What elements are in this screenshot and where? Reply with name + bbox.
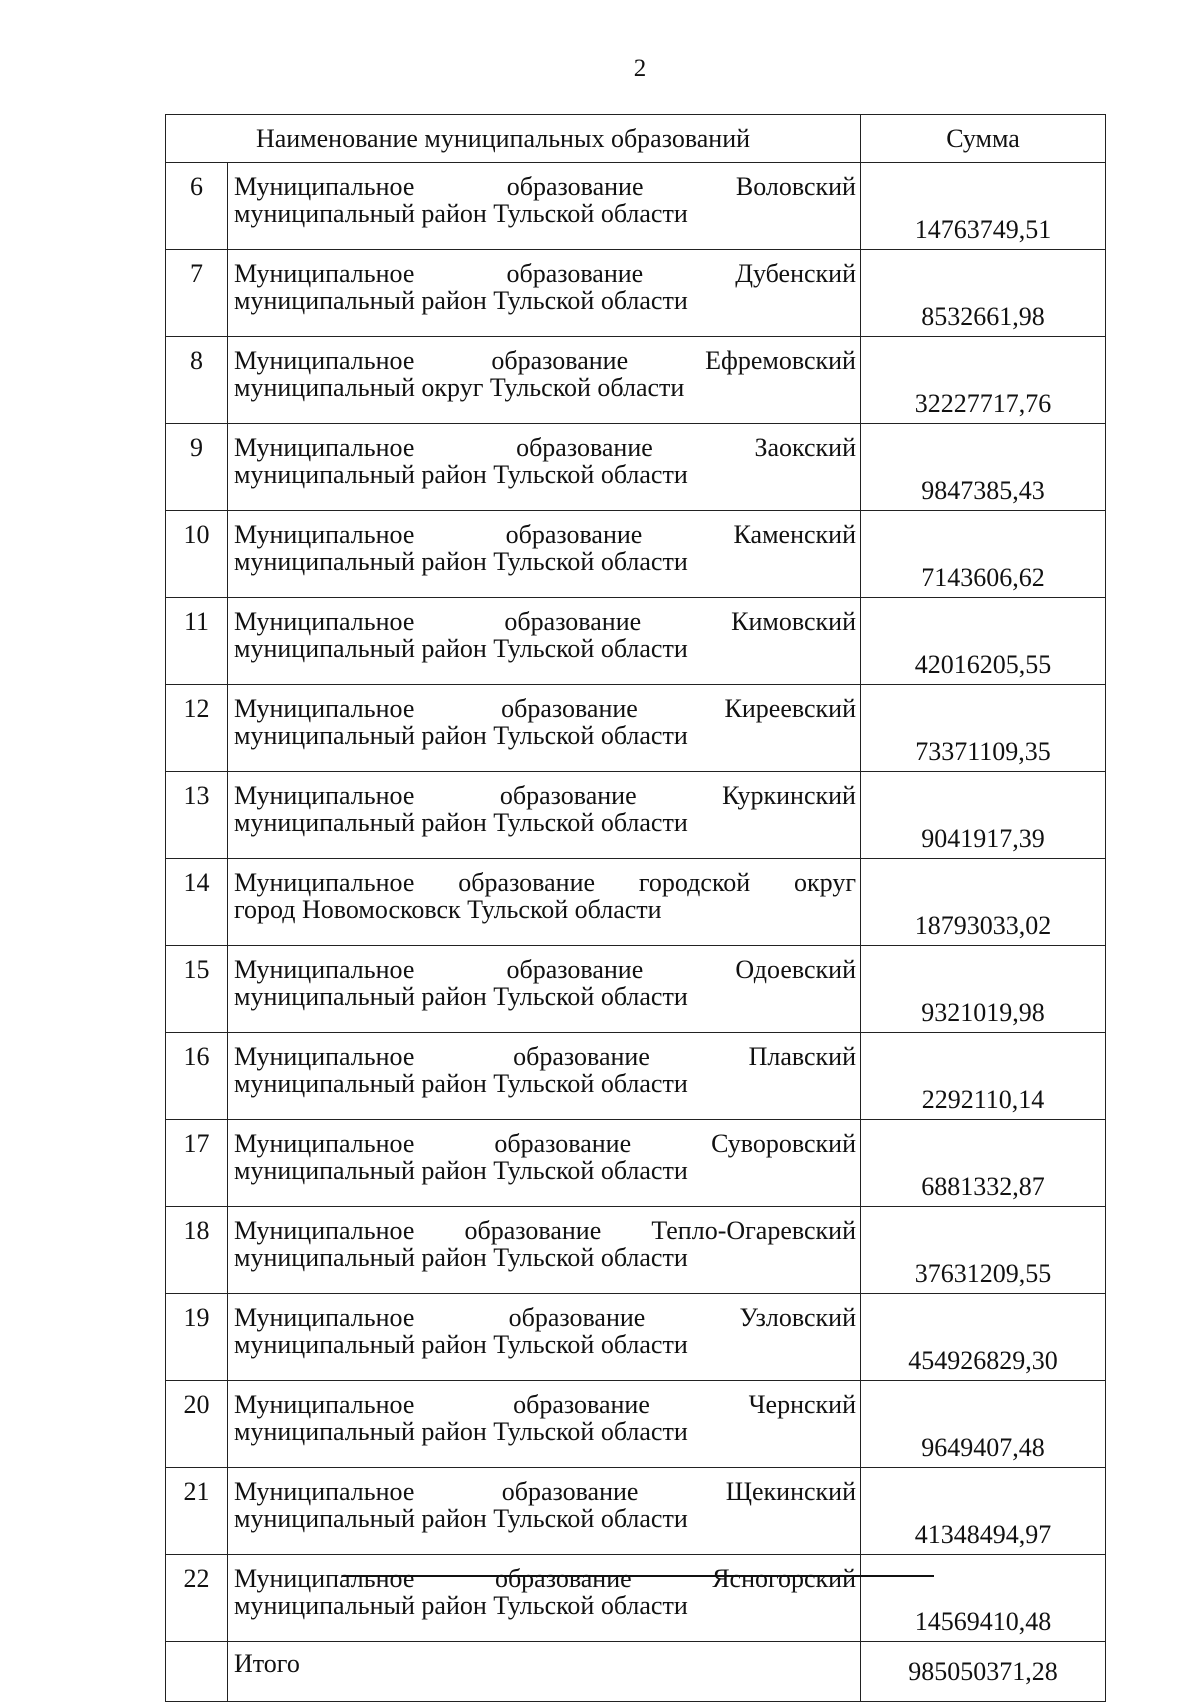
name-line-2: муниципальный район Тульской области xyxy=(234,1504,688,1533)
row-sum: 42016205,55 xyxy=(861,598,1106,685)
name-line-2: муниципальный район Тульской области xyxy=(234,547,688,576)
municipal-sums-table xyxy=(165,114,1106,1702)
name-word: образование xyxy=(499,781,637,810)
row-number: 9 xyxy=(166,424,228,511)
municipality-name xyxy=(228,1120,861,1207)
name-word: Муниципальное xyxy=(234,259,415,288)
name-line-2: муниципальный район Тульской области xyxy=(234,1069,688,1098)
name-word: Ясногорский xyxy=(712,1564,856,1593)
table-row xyxy=(166,946,1106,1033)
table-row xyxy=(166,859,1106,946)
name-word: образование xyxy=(513,1042,650,1071)
name-word: Муниципальное xyxy=(234,781,415,810)
municipality-name xyxy=(228,685,861,772)
name-word: Заокский xyxy=(754,433,856,462)
row-number: 22 xyxy=(166,1555,228,1642)
municipality-name xyxy=(228,772,861,859)
name-line-2: муниципальный район Тульской области xyxy=(234,1156,688,1185)
municipality-name xyxy=(228,250,861,337)
row-sum: 73371109,35 xyxy=(861,685,1106,772)
row-sum: 454926829,30 xyxy=(861,1294,1106,1381)
name-word: образование xyxy=(505,520,643,549)
name-word: Муниципальное xyxy=(234,1042,415,1071)
name-word: образование xyxy=(506,259,644,288)
row-number: 17 xyxy=(166,1120,228,1207)
municipality-name xyxy=(228,1555,861,1642)
row-number: 15 xyxy=(166,946,228,1033)
header-name: Наименование муниципальных образований xyxy=(166,115,861,163)
name-word: Плавский xyxy=(748,1042,856,1071)
name-word: образование xyxy=(458,868,596,897)
table-row xyxy=(166,511,1106,598)
row-sum: 14569410,48 xyxy=(861,1555,1106,1642)
name-word: Щекинский xyxy=(725,1477,856,1506)
name-word: Муниципальное xyxy=(234,955,415,984)
name-word: Муниципальное xyxy=(234,1564,415,1593)
row-sum: 37631209,55 xyxy=(861,1207,1106,1294)
table-row xyxy=(166,1207,1106,1294)
municipality-name xyxy=(228,1381,861,1468)
table-row xyxy=(166,1555,1106,1642)
row-number: 10 xyxy=(166,511,228,598)
name-word: Киреевский xyxy=(724,694,856,723)
table-row xyxy=(166,424,1106,511)
row-sum: 14763749,51 xyxy=(861,163,1106,250)
row-sum: 9321019,98 xyxy=(861,946,1106,1033)
name-line-2: муниципальный район Тульской области xyxy=(234,1330,688,1359)
name-word: Воловский xyxy=(735,172,856,201)
name-word: Муниципальное xyxy=(234,1477,415,1506)
name-word: образование xyxy=(516,433,653,462)
name-word: Ефремовский xyxy=(705,346,856,375)
municipality-name xyxy=(228,859,861,946)
name-line-2: муниципальный район Тульской области xyxy=(234,199,688,228)
row-number: 11 xyxy=(166,598,228,685)
name-line-2: муниципальный район Тульской области xyxy=(234,721,688,750)
table-row xyxy=(166,772,1106,859)
total-sum: 985050371,28 xyxy=(861,1642,1106,1702)
row-sum: 8532661,98 xyxy=(861,250,1106,337)
municipality-name xyxy=(228,1033,861,1120)
name-word: Узловский xyxy=(739,1303,856,1332)
table-row xyxy=(166,1120,1106,1207)
name-line-2: муниципальный округ Тульской области xyxy=(234,373,685,402)
table-row xyxy=(166,337,1106,424)
row-sum: 6881332,87 xyxy=(861,1120,1106,1207)
row-number: 19 xyxy=(166,1294,228,1381)
name-word: Чернский xyxy=(748,1390,856,1419)
table-row xyxy=(166,250,1106,337)
row-sum: 9041917,39 xyxy=(861,772,1106,859)
table-row xyxy=(166,163,1106,250)
name-word: образование xyxy=(508,1303,646,1332)
municipality-name xyxy=(228,598,861,685)
name-word: Муниципальное xyxy=(234,868,415,897)
name-line-2: муниципальный район Тульской области xyxy=(234,460,688,489)
name-word: образование xyxy=(513,1390,650,1419)
table-row xyxy=(166,1381,1106,1468)
name-word: Тепло-Огаревский xyxy=(651,1216,856,1245)
municipality-name xyxy=(228,1468,861,1555)
name-word: Муниципальное xyxy=(234,433,415,462)
table-row xyxy=(166,685,1106,772)
name-word: Муниципальное xyxy=(234,1216,415,1245)
name-word: образование xyxy=(494,1564,632,1593)
municipality-name xyxy=(228,163,861,250)
name-word: Одоевский xyxy=(735,955,856,984)
name-word: округ xyxy=(794,868,856,897)
name-word: Муниципальное xyxy=(234,1129,415,1158)
table-row xyxy=(166,1033,1106,1120)
name-word: образование xyxy=(494,1129,632,1158)
name-word: образование xyxy=(506,955,644,984)
row-number: 7 xyxy=(166,250,228,337)
row-number: 13 xyxy=(166,772,228,859)
name-word: Муниципальное xyxy=(234,346,415,375)
name-word: образование xyxy=(504,607,642,636)
table-header-row xyxy=(166,115,1106,163)
total-label: Итого xyxy=(228,1642,861,1702)
name-word: образование xyxy=(501,694,638,723)
name-word: образование xyxy=(501,1477,639,1506)
row-sum: 32227717,76 xyxy=(861,337,1106,424)
name-line-2: муниципальный район Тульской области xyxy=(234,982,688,1011)
name-word: образование xyxy=(491,346,629,375)
name-word: Муниципальное xyxy=(234,607,415,636)
municipality-name xyxy=(228,511,861,598)
row-number: 8 xyxy=(166,337,228,424)
total-num-cell xyxy=(166,1642,228,1702)
name-word: образование xyxy=(506,172,644,201)
row-sum: 41348494,97 xyxy=(861,1468,1106,1555)
name-word: Куркинский xyxy=(722,781,856,810)
table-row xyxy=(166,1294,1106,1381)
row-number: 21 xyxy=(166,1468,228,1555)
name-word: Муниципальное xyxy=(234,172,415,201)
row-number: 20 xyxy=(166,1381,228,1468)
table-body xyxy=(166,163,1106,1702)
row-sum: 7143606,62 xyxy=(861,511,1106,598)
name-word: Муниципальное xyxy=(234,1303,415,1332)
name-line-2: муниципальный район Тульской области xyxy=(234,634,688,663)
header-sum: Сумма xyxy=(861,115,1106,163)
row-number: 18 xyxy=(166,1207,228,1294)
municipality-name xyxy=(228,337,861,424)
name-word: Муниципальное xyxy=(234,1390,415,1419)
name-word: Кимовский xyxy=(731,607,856,636)
row-number: 12 xyxy=(166,685,228,772)
row-sum: 9649407,48 xyxy=(861,1381,1106,1468)
name-word: Дубенский xyxy=(735,259,856,288)
table-row xyxy=(166,598,1106,685)
name-line-2: муниципальный район Тульской области xyxy=(234,286,688,315)
row-number: 16 xyxy=(166,1033,228,1120)
municipality-name xyxy=(228,1207,861,1294)
name-line-2: муниципальный район Тульской области xyxy=(234,808,688,837)
closing-rule xyxy=(342,1575,934,1577)
name-line-2: муниципальный район Тульской области xyxy=(234,1243,688,1272)
row-sum: 2292110,14 xyxy=(861,1033,1106,1120)
table-row xyxy=(166,1468,1106,1555)
municipality-name xyxy=(228,946,861,1033)
row-sum: 18793033,02 xyxy=(861,859,1106,946)
row-number: 14 xyxy=(166,859,228,946)
name-word: городской xyxy=(638,868,751,897)
row-number: 6 xyxy=(166,163,228,250)
name-line-2: муниципальный район Тульской области xyxy=(234,1417,688,1446)
municipality-name xyxy=(228,1294,861,1381)
page-number: 2 xyxy=(633,55,647,82)
name-word: Каменский xyxy=(733,520,856,549)
name-line-2: город Новомосковск Тульской области xyxy=(234,895,662,924)
municipality-name xyxy=(228,424,861,511)
name-word: Муниципальное xyxy=(234,694,415,723)
total-row xyxy=(166,1642,1106,1702)
row-sum: 9847385,43 xyxy=(861,424,1106,511)
name-line-2: муниципальный район Тульской области xyxy=(234,1591,688,1620)
name-word: Суворовский xyxy=(711,1129,856,1158)
name-word: образование xyxy=(464,1216,602,1245)
name-word: Муниципальное xyxy=(234,520,415,549)
